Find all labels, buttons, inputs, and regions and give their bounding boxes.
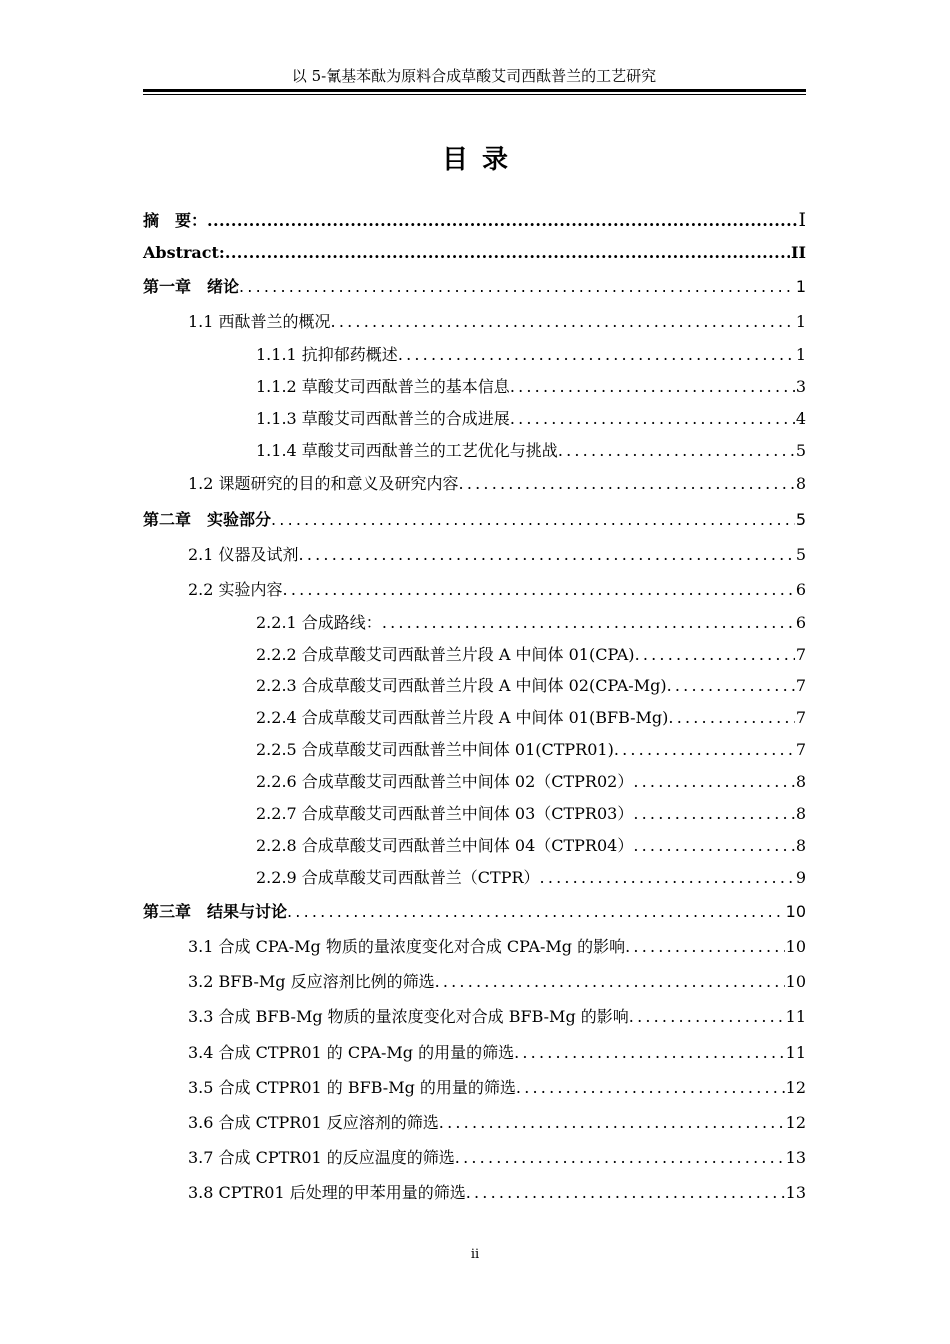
toc-entry-text: 3.5 合成 CTPR01 的 BFB-Mg 的用量的筛选 bbox=[188, 1078, 516, 1097]
toc-entry-text: 2.2.3 合成草酸艾司西酞普兰片段 A 中间体 02(CPA-Mg) bbox=[256, 676, 667, 695]
toc-entry-page: 12 bbox=[785, 1113, 806, 1132]
toc-entry-page: 7 bbox=[795, 740, 806, 759]
toc-entry-text: 2.2.5 合成草酸艾司西酞普兰中间体 01(CTPR01) bbox=[256, 740, 614, 759]
toc-entry-3-3[interactable] bbox=[188, 1007, 806, 1027]
toc-entry-page: 3 bbox=[795, 377, 806, 396]
toc-entry-1-1-4[interactable] bbox=[256, 441, 806, 461]
toc-leader-dots bbox=[635, 645, 795, 665]
toc-entry-page: 13 bbox=[785, 1148, 806, 1167]
header-rule-thick bbox=[143, 89, 806, 92]
toc-entry-page: 9 bbox=[795, 868, 806, 887]
toc-entry-text: 1.1 西酞普兰的概况 bbox=[188, 312, 331, 331]
toc-entry-page: 5 bbox=[795, 441, 806, 460]
toc-entry-1-1-3[interactable] bbox=[256, 409, 806, 429]
toc-entry-text: 1.2 课题研究的目的和意义及研究内容 bbox=[188, 474, 459, 493]
toc-entry-page: 5 bbox=[795, 510, 806, 529]
toc-leader-dots bbox=[510, 409, 795, 429]
toc-leader-dots bbox=[455, 1148, 785, 1168]
toc-entry-chapter-1[interactable] bbox=[143, 277, 806, 297]
toc-leader-dots bbox=[514, 1043, 785, 1063]
toc-entry-text: 3.1 合成 CPA-Mg 物质的量浓度变化对合成 CPA-Mg 的影响 bbox=[188, 937, 626, 956]
toc-entry-text: 1.1.1 抗抑郁药概述 bbox=[256, 345, 398, 364]
toc-entry-text: 3.7 合成 CPTR01 的反应温度的筛选 bbox=[188, 1148, 455, 1167]
toc-entry-page: 1 bbox=[795, 312, 806, 331]
toc-entry-page: 6 bbox=[795, 580, 806, 599]
toc-entry-page: 10 bbox=[785, 972, 806, 991]
toc-leader-dots bbox=[439, 1113, 785, 1133]
toc-entry-text: 2.1 仪器及试剂 bbox=[188, 545, 299, 564]
toc-leader-dots bbox=[299, 545, 795, 565]
toc-entry-2-2-6[interactable] bbox=[256, 772, 806, 792]
toc-entry-1-1-1[interactable] bbox=[256, 345, 806, 365]
toc-entry-text: 2.2.6 合成草酸艾司西酞普兰中间体 02（CTPR02） bbox=[256, 772, 634, 791]
toc-entry-abstract-en[interactable] bbox=[143, 243, 806, 263]
toc-entry-text: Abstract: bbox=[143, 243, 225, 262]
toc-leader-dots bbox=[540, 868, 795, 888]
toc-entry-2-1[interactable] bbox=[188, 545, 806, 565]
toc-leader-dots bbox=[633, 804, 794, 824]
toc-entry-3-4[interactable] bbox=[188, 1043, 806, 1063]
toc-leader-dots bbox=[558, 441, 795, 461]
toc-entry-page: 7 bbox=[795, 676, 806, 695]
toc-entry-page: 5 bbox=[795, 545, 806, 564]
toc-leader-dots bbox=[459, 474, 795, 494]
toc-entry-chapter-2[interactable] bbox=[143, 510, 806, 530]
toc-leader-dots bbox=[283, 580, 795, 600]
toc-entry-3-5[interactable] bbox=[188, 1078, 806, 1098]
toc-entry-text: 3.8 CPTR01 后处理的甲苯用量的筛选 bbox=[188, 1183, 466, 1202]
toc-entry-text: 2.2.8 合成草酸艾司西酞普兰中间体 04（CTPR04） bbox=[256, 836, 634, 855]
toc-entry-page: 7 bbox=[795, 645, 806, 664]
toc-entry-text: 第二章 实验部分 bbox=[143, 510, 272, 529]
toc-entry-3-1[interactable] bbox=[188, 937, 806, 957]
toc-entry-2-2-5[interactable] bbox=[256, 740, 806, 760]
toc-entry-text: 3.3 合成 BFB-Mg 物质的量浓度变化对合成 BFB-Mg 的影响 bbox=[188, 1007, 629, 1026]
page-number: ii bbox=[470, 1247, 480, 1262]
toc-entry-page: 1 bbox=[795, 345, 806, 364]
toc-entry-page: 7 bbox=[795, 708, 806, 727]
toc-entry-3-7[interactable] bbox=[188, 1148, 806, 1168]
toc-entry-1-1[interactable] bbox=[188, 312, 806, 332]
toc-leader-dots bbox=[398, 345, 795, 365]
toc-leader-dots bbox=[287, 902, 785, 922]
toc-entry-2-2-4[interactable] bbox=[256, 708, 806, 728]
toc-entry-text: 1.1.4 草酸艾司西酞普兰的工艺优化与挑战 bbox=[256, 441, 558, 460]
toc-leader-dots bbox=[510, 377, 795, 397]
toc-entry-3-2[interactable] bbox=[188, 972, 806, 992]
toc-leader-dots bbox=[629, 1007, 785, 1027]
toc-entry-page: II bbox=[791, 243, 806, 262]
toc-entry-2-2-3[interactable] bbox=[256, 676, 806, 696]
toc-entry-text: 第一章 绪论 bbox=[143, 277, 240, 296]
toc-leader-dots bbox=[466, 1183, 785, 1203]
toc-entry-chapter-3[interactable] bbox=[143, 902, 806, 922]
page-title: 目录 bbox=[441, 145, 522, 175]
toc-leader-dots bbox=[516, 1078, 785, 1098]
toc-entry-page: 12 bbox=[785, 1078, 806, 1097]
toc-entry-1-1-2[interactable] bbox=[256, 377, 806, 397]
toc-entry-abstract-cn[interactable] bbox=[143, 210, 806, 231]
toc-entry-text: 2.2.7 合成草酸艾司西酞普兰中间体 03（CTPR03） bbox=[256, 804, 634, 823]
toc-entry-text: 1.1.2 草酸艾司西酞普兰的基本信息 bbox=[256, 377, 510, 396]
toc-leader-dots bbox=[331, 312, 795, 332]
toc-entry-text: 2.2.4 合成草酸艾司西酞普兰片段 A 中间体 01(BFB-Mg) bbox=[256, 708, 669, 727]
toc-leader-dots bbox=[225, 243, 790, 263]
toc-leader-dots bbox=[668, 708, 794, 728]
toc-entry-2-2-9[interactable] bbox=[256, 868, 806, 888]
toc-entry-page: 8 bbox=[795, 836, 806, 855]
toc-entry-page: 11 bbox=[785, 1007, 806, 1026]
toc-leader-dots bbox=[667, 676, 795, 696]
toc-entry-page: I bbox=[798, 209, 806, 231]
toc-entry-text: 3.2 BFB-Mg 反应溶剂比例的筛选 bbox=[188, 972, 435, 991]
toc-leader-dots bbox=[271, 510, 795, 530]
toc-entry-text: 2.2 实验内容 bbox=[188, 580, 283, 599]
toc-entry-page: 8 bbox=[795, 804, 806, 823]
toc-leader-dots bbox=[625, 937, 785, 957]
toc-entry-page: 1 bbox=[795, 277, 806, 296]
toc-leader-dots bbox=[239, 277, 795, 297]
toc-entry-3-6[interactable] bbox=[188, 1113, 806, 1133]
toc-leader-dots bbox=[207, 211, 797, 231]
toc-entry-page: 4 bbox=[795, 409, 806, 428]
toc-entry-2-2-2[interactable] bbox=[256, 645, 806, 665]
toc-entry-page: 8 bbox=[795, 474, 806, 493]
toc-entry-text: 1.1.3 草酸艾司西酞普兰的合成进展 bbox=[256, 409, 510, 428]
toc-entry-text: 2.2.9 合成草酸艾司西酞普兰（CTPR） bbox=[256, 868, 540, 887]
toc-entry-1-2[interactable] bbox=[188, 474, 806, 494]
toc-entry-page: 11 bbox=[785, 1043, 806, 1062]
toc-entry-2-2-1[interactable] bbox=[256, 613, 806, 633]
toc-entry-page: 8 bbox=[795, 772, 806, 791]
toc-entry-text: 摘 要： bbox=[143, 211, 208, 230]
toc-entry-text: 3.6 合成 CTPR01 反应溶剂的筛选 bbox=[188, 1113, 439, 1132]
toc-leader-dots bbox=[633, 836, 794, 856]
header-rule-thin bbox=[143, 94, 806, 95]
toc-entry-page: 6 bbox=[795, 613, 806, 632]
toc-leader-dots bbox=[382, 613, 795, 633]
toc-entry-page: 10 bbox=[785, 902, 806, 921]
toc-leader-dots bbox=[633, 772, 794, 792]
toc-entry-text: 2.2.1 合成路线： bbox=[256, 613, 382, 632]
toc-entry-text: 2.2.2 合成草酸艾司西酞普兰片段 A 中间体 01(CPA) bbox=[256, 645, 635, 664]
toc-entry-2-2-7[interactable] bbox=[256, 804, 806, 824]
toc-entry-2-2-8[interactable] bbox=[256, 836, 806, 856]
toc-entry-text: 第三章 结果与讨论 bbox=[143, 902, 288, 921]
toc-leader-dots bbox=[614, 740, 795, 760]
toc-entry-2-2[interactable] bbox=[188, 580, 806, 600]
toc-leader-dots bbox=[435, 972, 785, 992]
toc-entry-page: 10 bbox=[785, 937, 806, 956]
toc-entry-page: 13 bbox=[785, 1183, 806, 1202]
toc-entry-text: 3.4 合成 CTPR01 的 CPA-Mg 的用量的筛选 bbox=[188, 1043, 515, 1062]
running-header: 以 5-氰基苯酞为原料合成草酸艾司西酞普兰的工艺研究 bbox=[291, 67, 657, 85]
toc-entry-3-8[interactable] bbox=[188, 1183, 806, 1203]
